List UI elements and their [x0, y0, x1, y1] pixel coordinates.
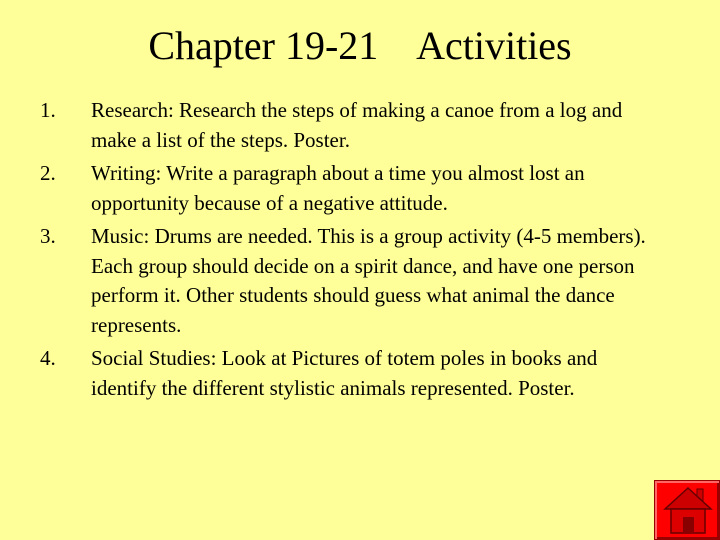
list-item	[40, 344, 660, 403]
item-text: Social Studies: Look at Pictures of totem poles in books and identify the different stylistic animals represented. Poster.	[91, 346, 598, 400]
item-text: Music: Drums are needed. This is a group activity (4-5 members). Each group should decide on a spirit dance, and have one person perform it. Other students should guess what animal the dance represents.	[91, 224, 646, 337]
item-text: Research: Research the steps of making a canoe from a log and make a list of the steps. Poster.	[91, 98, 623, 152]
list-item	[40, 96, 660, 155]
home-button[interactable]	[654, 480, 720, 540]
list-item	[40, 222, 660, 340]
item-number: 3.	[40, 224, 56, 248]
activity-list	[40, 96, 660, 407]
slide-title: Chapter 19-21 Activities	[148, 23, 572, 68]
home-icon	[663, 485, 713, 537]
item-number: 1.	[40, 98, 56, 122]
item-text: Writing: Write a paragraph about a time you almost lost an opportunity because of a negative attitude.	[91, 161, 585, 215]
item-number: 2.	[40, 161, 56, 185]
item-number: 4.	[40, 346, 56, 370]
list-item	[40, 159, 660, 218]
